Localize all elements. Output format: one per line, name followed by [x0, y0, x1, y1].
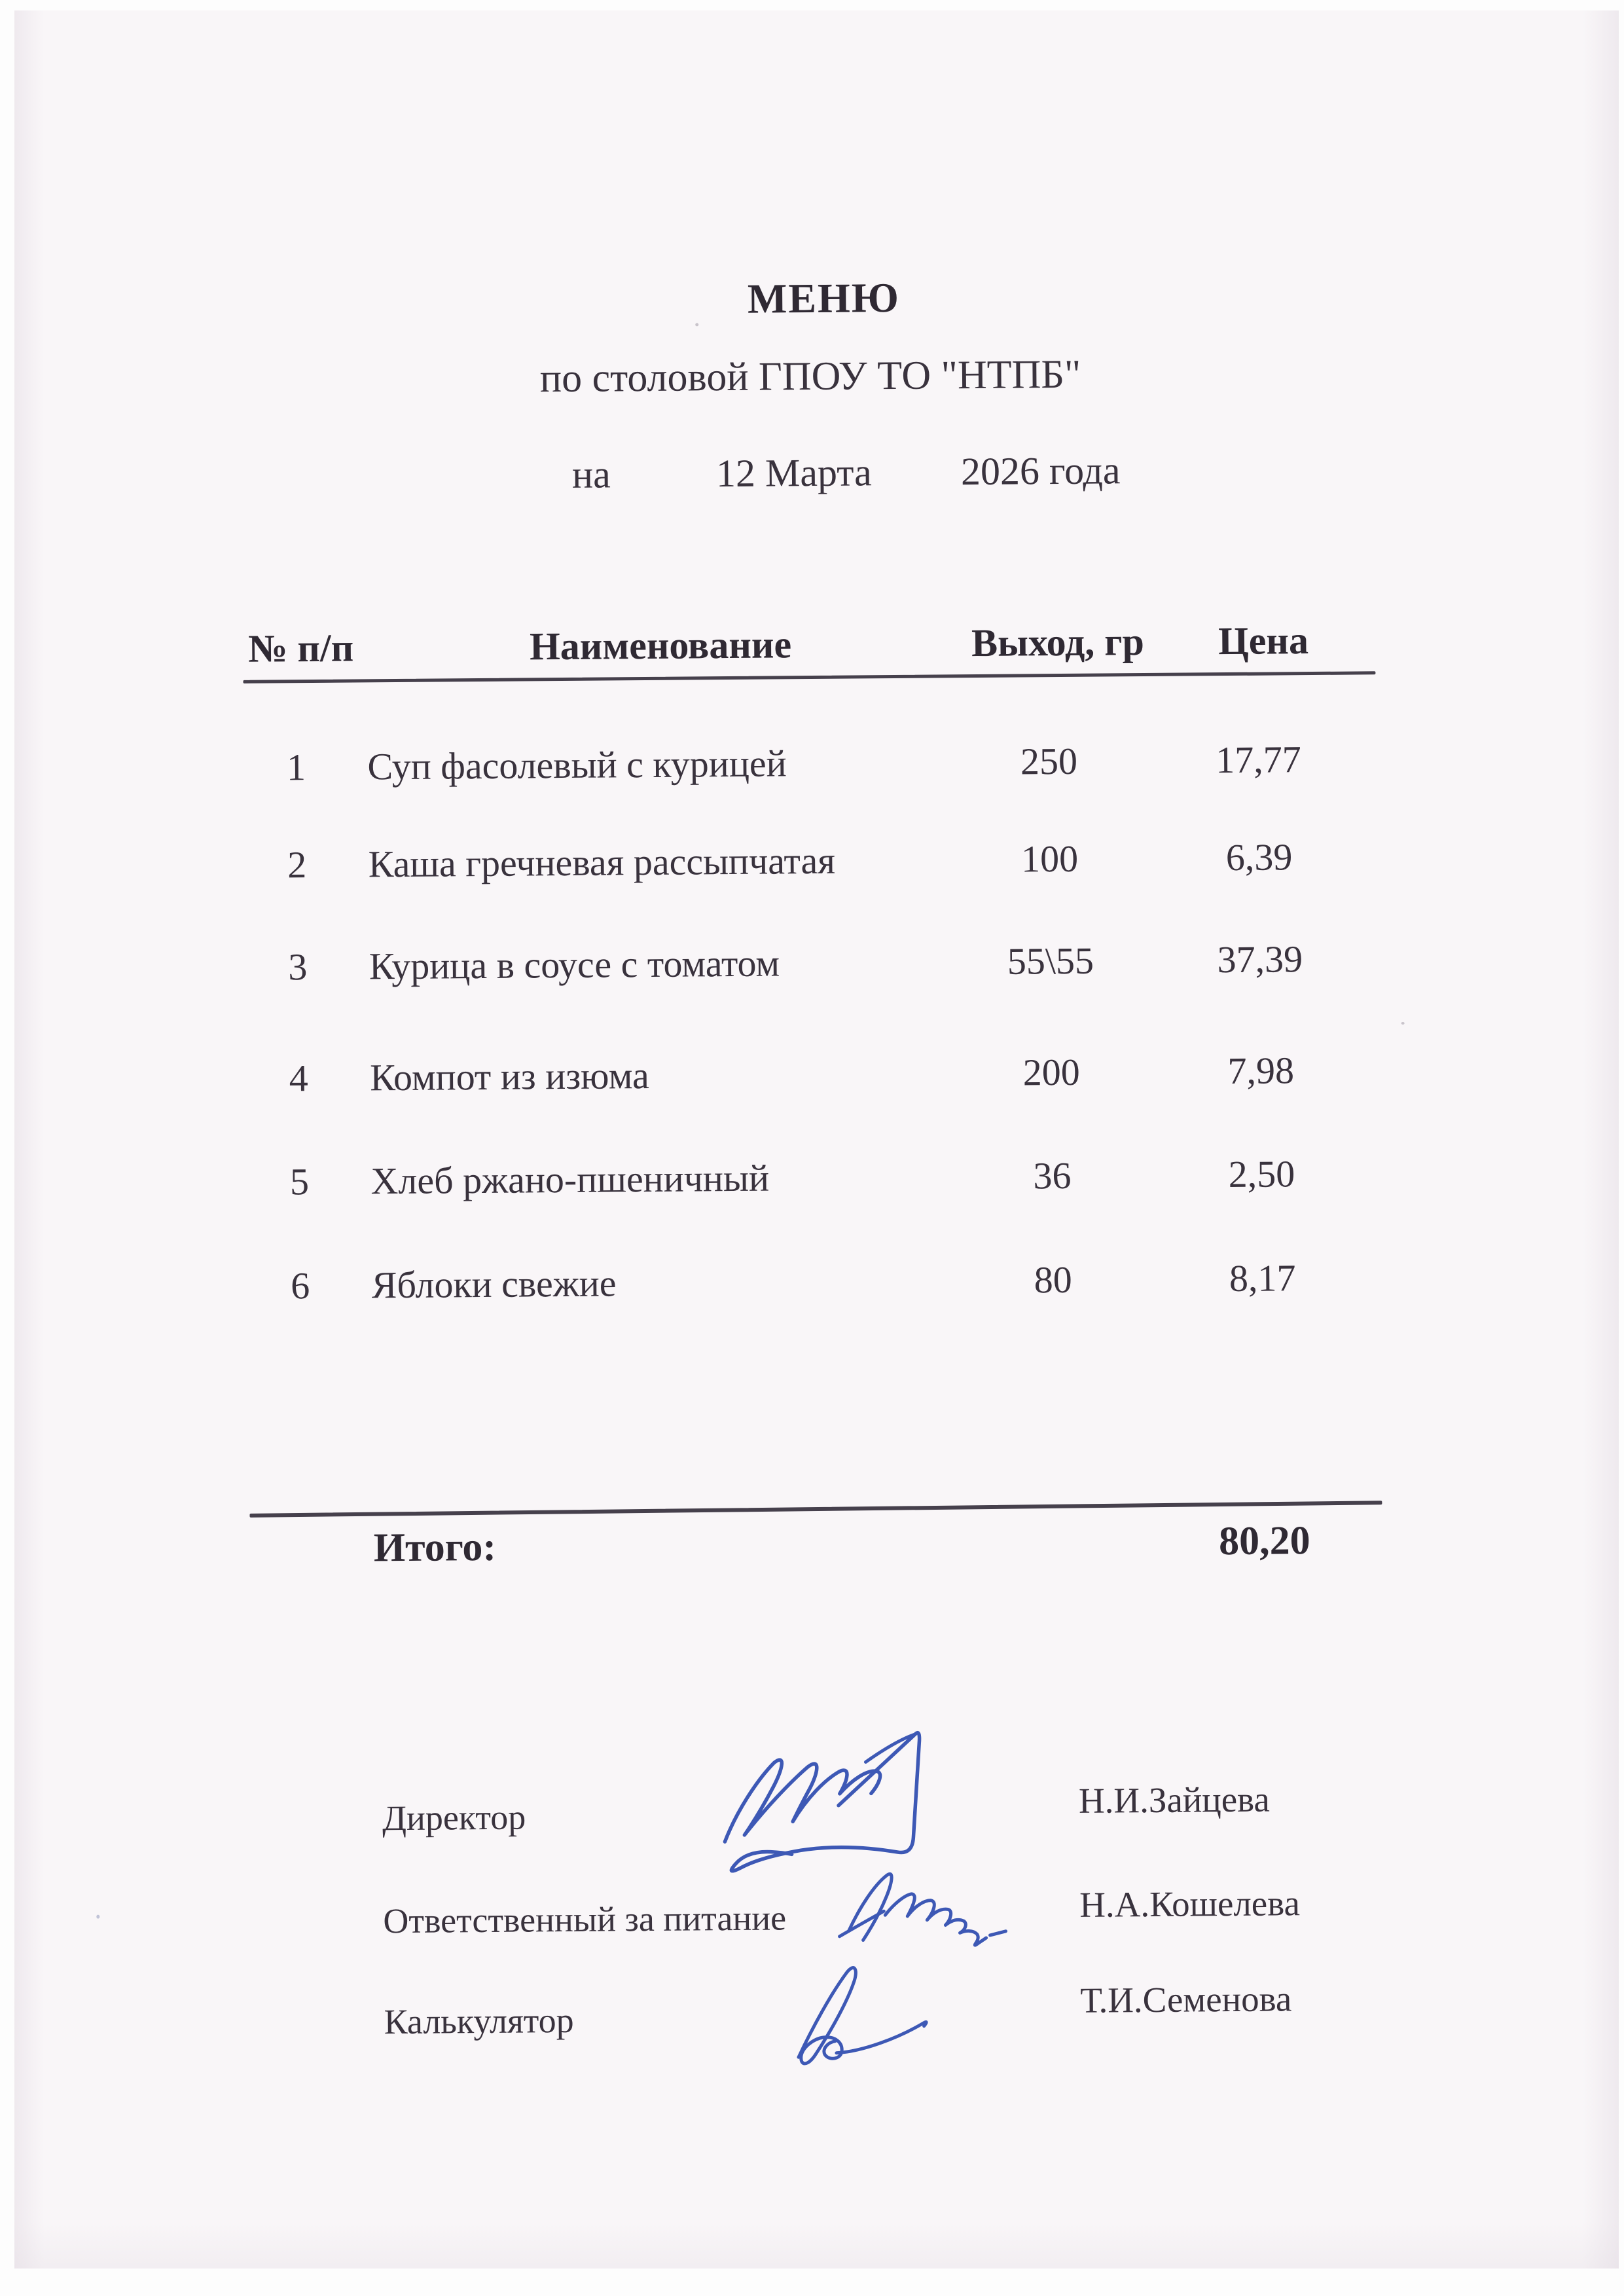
column-header-price: Цена — [1218, 619, 1309, 663]
director-signature-ink — [710, 1718, 966, 1884]
page-title: МЕНЮ — [747, 274, 901, 322]
table-row — [14, 1049, 1624, 1107]
row-number: 2 — [287, 843, 307, 886]
dish-name: Яблоки свежие — [371, 1262, 617, 1307]
column-header-number: № п/п — [247, 626, 354, 670]
dish-name: Каша гречневая рассыпчатая — [368, 839, 836, 886]
dish-name: Курица в соусе с томатом — [369, 941, 780, 988]
total-rule — [249, 1501, 1382, 1518]
dish-price: 37,39 — [1217, 938, 1303, 981]
date-year: 2026 года — [960, 448, 1121, 494]
date-prefix: на — [571, 452, 611, 496]
signature-role-food-manager: Ответственный за питание — [383, 1898, 787, 1941]
dish-name: Суп фасолевый с курицей — [367, 742, 787, 788]
dish-price: 17,77 — [1215, 738, 1301, 782]
row-number: 4 — [289, 1057, 308, 1100]
scanned-document — [5, 4, 1624, 2274]
signature-name-food-manager: Н.А.Кошелева — [1079, 1883, 1301, 1925]
dish-name: Компот из изюма — [369, 1054, 650, 1099]
dish-output: 36 — [1033, 1154, 1072, 1197]
row-number: 5 — [289, 1160, 310, 1203]
paper-background — [14, 10, 1619, 2269]
signature-role-director: Директор — [382, 1797, 526, 1838]
dish-price: 8,17 — [1229, 1256, 1296, 1300]
row-number: 6 — [290, 1264, 310, 1307]
row-number: 3 — [288, 945, 308, 989]
dish-output: 100 — [1020, 837, 1079, 881]
dish-name: Хлеб ржано-пшеничный — [370, 1156, 770, 1203]
signature-name-calculator: Т.И.Семенова — [1080, 1978, 1292, 2020]
signature-role-calculator: Калькулятор — [384, 2000, 574, 2042]
page-subtitle: по столовой ГПОУ ТО "НТПБ" — [539, 352, 1081, 401]
dish-price: 6,39 — [1225, 835, 1293, 879]
calculator-signature-ink — [757, 1954, 941, 2067]
dish-output: 55\55 — [1007, 939, 1094, 983]
date-day: 12 Марта — [715, 450, 873, 496]
dust-speck — [695, 323, 698, 326]
row-number: 1 — [286, 746, 306, 789]
total-value: 80,20 — [1218, 1518, 1310, 1564]
header-rule — [243, 671, 1375, 683]
column-header-name: Наименование — [529, 623, 792, 668]
table-row — [16, 1256, 1624, 1315]
total-label: Итого: — [373, 1524, 497, 1571]
column-header-output: Выход, гр — [971, 620, 1145, 665]
dust-speck — [1401, 1022, 1405, 1025]
table-row — [11, 738, 1624, 796]
table-row — [13, 938, 1624, 996]
dish-output: 200 — [1022, 1050, 1080, 1094]
dish-output: 250 — [1020, 739, 1078, 783]
dish-price: 7,98 — [1227, 1049, 1295, 1093]
table-row — [14, 1152, 1624, 1211]
food-manager-signature-ink — [829, 1862, 1013, 1955]
dish-price: 2,50 — [1228, 1152, 1295, 1196]
dust-speck — [96, 1915, 99, 1919]
table-row — [12, 835, 1624, 894]
dish-output: 80 — [1034, 1258, 1072, 1302]
signature-name-director: Н.И.Зайцева — [1078, 1779, 1271, 1821]
